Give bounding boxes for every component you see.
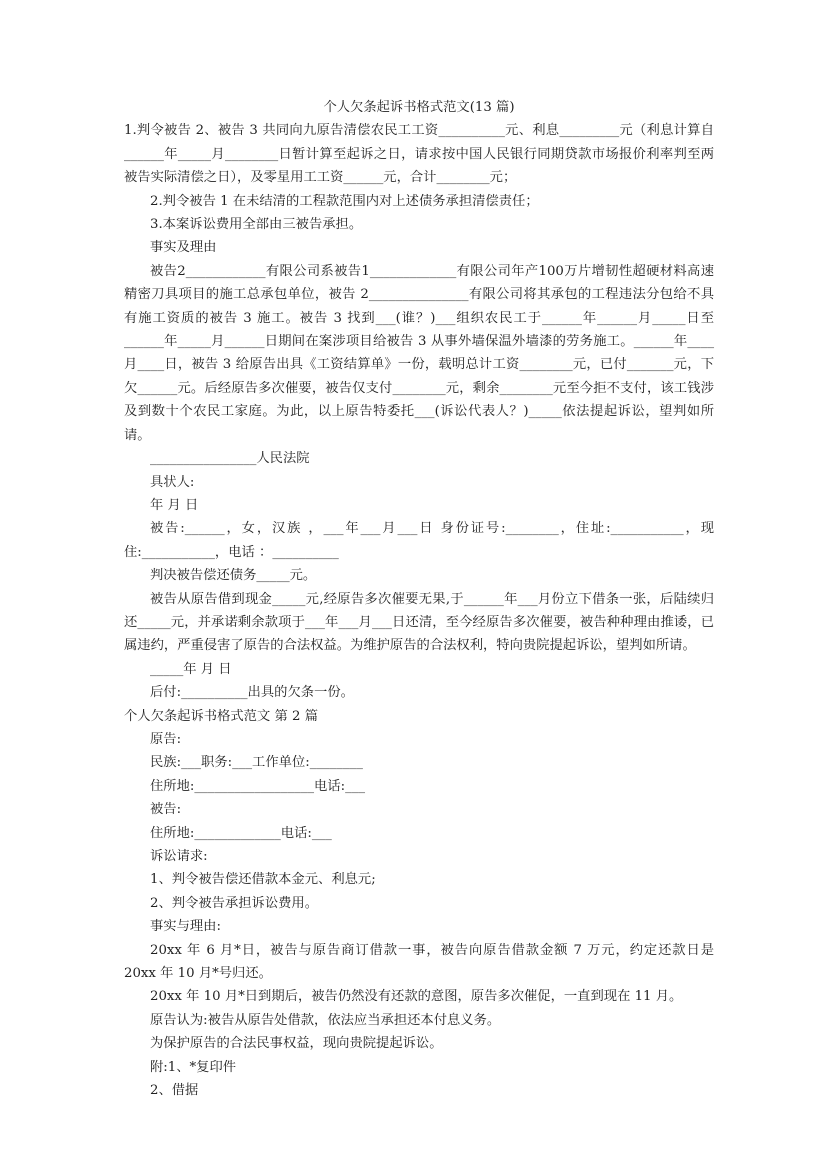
paragraph: _____年 月 日 [150,661,232,677]
paragraph: 20xx 年 10 月*日到期后，被告仍然没有还款的意图，原告多次催促，一直到现在 11 月。 [150,989,683,1005]
paragraph: 为保护原告的合法民事权益，现向贵院提起诉讼。 [150,1036,443,1052]
paragraph: 3.本案诉讼费用全部由三被告承担。 [150,217,363,233]
paragraph: 原告认为:被告从原告处借款，依法应当承担还本付息义务。 [150,1012,501,1028]
paragraph: 诉讼请求: [150,849,208,864]
paragraph: 被告从原告借到现金_____元,经原告多次催要无果,于______年___月份立下借条一张，后陆续归还_____元，并承诺剩余款项于___年___月___日还清，至今经原告多次催要，被告种种理由推诿，已属违约，严重侵害了原告的合法权益。为维护原告的合法权利，特向贵院提起诉讼，望判如所请。 [124,591,714,654]
paragraph: 后付:__________出具的欠条一份。 [150,685,354,701]
paragraph: 具状人: [150,474,195,490]
paragraph: 2、借据 [150,1083,199,1099]
paragraph: 被告:______，女，汉族 ，___年___月___日 身份证号:________，住址:___________，现住:___________，电话 ：__________ [124,521,714,560]
paragraph: 被告2____________有限公司系被告1_____________有限公司年产100万片增韧性超硬材料高速精密刀具项目的施工总承包单位，被告 2_______________有限公司将其承包的工程违法分包给不具有施工资质的被告 3 施工。被告 3 找到___(谁？)___组织农民工于______年______月_____日至______年_____月______日期间在案涉项目给被告 3 从事外墙保温外墙漆的劳务施工。______年____月____日，被告 3 给原告出具《工资结算单》一份，载明总计工资________元，已付_______元，下欠______元。后经原告多次催要，被告仅支付________元，剩余________元至今拒不支付，该工钱涉及到数十个农民工家庭。为此，以上原告特委托___(诉讼代表人？)_____依法提起诉讼，望判如所请。 [124,263,714,443]
paragraph: 1.判令被告 2、被告 3 共同向九原告清偿农民工工资__________元、利息_________元（利息计算自______年_____月________日暂计算至起诉之日，请求按中国人民银行同期贷款市场报价利率判至两被告实际清偿之日），及零星用工工资______元，合计________元； [124,123,714,186]
paragraph: 原告: [150,731,182,747]
paragraph: 民族:___职务:___工作单位:________ [150,755,363,771]
paragraph: 个人欠条起诉书格式范文 第 2 篇 [124,708,318,724]
paragraph: 20xx 年 6 月*日，被告与原告商订借款一事，被告向原告借款金额 7 万元，约定还款日是 20xx 年 10 月*号归还。 [124,942,714,982]
paragraph: 1、判令被告偿还借款本金元、利息元; [150,872,376,888]
paragraph: 年 月 日 [150,497,199,513]
paragraph: 2、判令被告承担诉讼费用。 [150,895,319,911]
paragraph: 附:1、*复印件 [150,1059,237,1075]
paragraph: 事实及理由 [150,240,217,256]
paragraph: 被告: [150,802,182,818]
paragraph: 2.判令被告 1 在未结清的工程款范围内对上述债务承担清偿责任； [150,193,539,209]
document-page [124,96,714,1102]
paragraph: 事实与理由: [150,919,221,935]
document-body [124,119,714,1102]
paragraph: 判决被告偿还债务_____元。 [150,568,317,584]
paragraph: 住所地:_____________电话:___ [150,825,332,841]
paragraph: 住所地:__________________电话:___ [150,778,366,794]
paragraph: ________________人民法院 [150,451,310,467]
document-title: 个人欠条起诉书格式范文(13 篇) [323,100,515,115]
